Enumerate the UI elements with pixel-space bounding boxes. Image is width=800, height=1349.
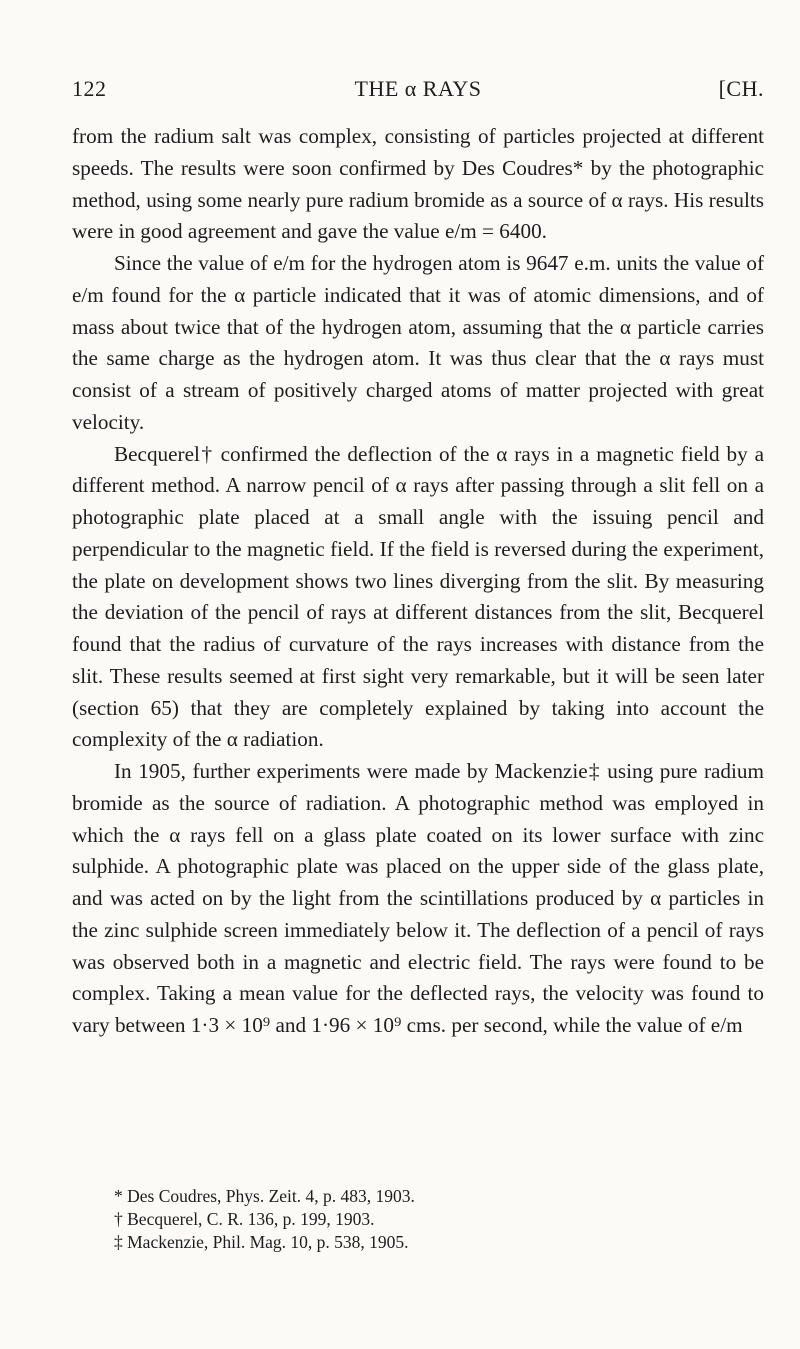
paragraph: Since the value of e/m for the hydrogen atom is 9647 e.m. units the value of e/m found for the α particle indicated that it was of atomic dimensions, and of mass about twice that of the hydrogen atom, assuming that the α particle carries the same charge as the hydrogen atom. It was thus clear that the α rays must consist of a stream of positively charged atoms of matter projected with great velocity.: [72, 251, 764, 434]
paragraph: Becquerel† confirmed the deflection of the α rays in a magnetic field by a different method. A narrow pencil of α rays after passing through a slit fell on a photographic plate placed at a small angle with the issuing pencil and perpendicular to the magnetic field. If the field is reversed during the experiment, the plate on development shows two lines diverging from the slit. By measuring the deviation of the pencil of rays at different distances from the slit, Becquerel found that the radius of curvature of the rays increases with distance from the slit. These results seemed at first sight very remarkable, but it will be seen later (section 65) that they are completely explained by taking into account the complexity of the α radiation.: [72, 441, 764, 752]
footnote: † Becquerel, C. R. 136, p. 199, 1903.: [114, 1209, 375, 1229]
footnotes: [72, 1185, 764, 1254]
page-number: 122: [72, 76, 107, 101]
paragraph: In 1905, further experiments were made by Mackenzie‡ using pure radium bromide as the source of radiation. A photographic method was employed in which the α rays fell on a glass plate coated on its lower surface with zinc sulphide. A photographic plate was placed on the upper side of the glass plate, and was acted on by the light from the scintillations produced by α particles in the zinc sulphide screen immediately below it. The deflection of a pencil of rays was observed both in a magnetic and electric field. The rays were found to be complex. Taking a mean value for the deflected rays, the velocity was found to vary between 1·3 × 10⁹ and 1·96 × 10⁹ cms. per second, while the value of e/m: [72, 759, 764, 1037]
paragraph-continued: from the radium salt was complex, consisting of particles projected at different speeds. The results were soon confirmed by Des Coudres* by the photographic method, using some nearly pure radium bromide as a source of α rays. His results were in good agreement and gave the value e/m = 6400.: [72, 124, 764, 244]
running-head: [72, 76, 764, 110]
footnote: ‡ Mackenzie, Phil. Mag. 10, p. 538, 1905.: [114, 1232, 409, 1252]
running-title: THE α RAYS: [354, 76, 482, 101]
body-text: [72, 121, 764, 1042]
footnote: * Des Coudres, Phys. Zeit. 4, p. 483, 1903.: [114, 1186, 415, 1206]
chapter-marker: [CH.: [718, 76, 764, 101]
